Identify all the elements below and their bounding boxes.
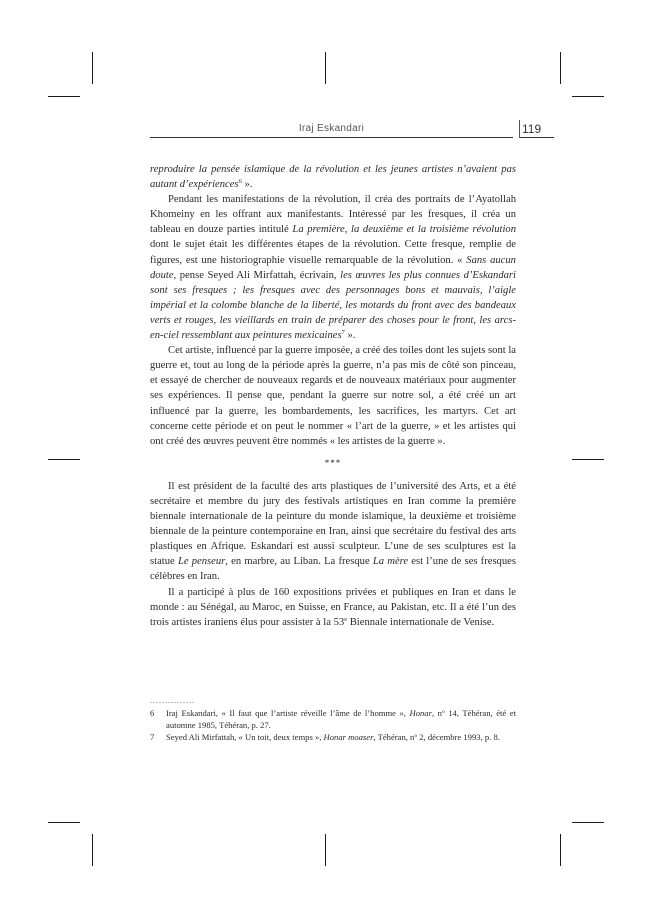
text-run: dont le sujet était les différentes étapes de la révolution. Cette fresque, remplie de figures, est une historiographie visuelle remarquable de la révolution. « bbox=[150, 239, 516, 266]
footnotes bbox=[150, 708, 516, 745]
crop-mark bbox=[325, 52, 326, 84]
crop-mark bbox=[560, 52, 561, 84]
text-run: , n bbox=[431, 708, 442, 718]
quote: Sans aucun doute bbox=[150, 254, 516, 281]
footnote-ref: 7 bbox=[341, 329, 345, 337]
text-run: , pense Seyed Ali Mirfattah, écrivain, bbox=[173, 269, 341, 281]
crop-mark bbox=[92, 52, 93, 84]
text-run: Biennale internationale de Venise. bbox=[347, 616, 495, 628]
page-number-rule bbox=[520, 137, 554, 138]
footnote-number: 7 bbox=[150, 732, 155, 743]
page-number-divider bbox=[519, 120, 520, 138]
header-rule bbox=[150, 137, 513, 138]
footnote-ref: 6 bbox=[238, 178, 242, 186]
artwork-title: La mère bbox=[372, 556, 409, 568]
crop-mark bbox=[560, 834, 561, 866]
journal-title: Honar bbox=[409, 708, 432, 718]
crop-mark bbox=[48, 822, 80, 823]
artwork-title: La première, la deuxième et la troisième révolution bbox=[292, 224, 517, 236]
quote: les œuvres les plus connues d’Eskandari sont ses fresques ; les fresques avec des personnages bons et mauvais, l’aigle impérial et la colombe blanche de la liberté, les motards du front avec des bandeaux verts et rouges, les vieillards en train de préparer des choses pour le front, les arcs-en-ciel ressemblant aux peintures mexicaines bbox=[150, 269, 516, 342]
text-run: est l’une de ses fresques célèbres en Iran. bbox=[150, 556, 516, 583]
text-run: Il a participé à plus de 160 expositions privées et publiques en Iran et dans le monde : au Sénégal, au Maroc, en Suisse, en France, au Pakistan, etc. Il a été l’un des trois artistes iraniens élus pour assister à la 53 bbox=[150, 586, 516, 628]
footnote-separator: ............... bbox=[150, 696, 195, 705]
running-head: Iraj Eskandari bbox=[298, 123, 365, 134]
crop-mark bbox=[92, 834, 93, 866]
crop-mark bbox=[325, 834, 326, 866]
crop-mark bbox=[48, 96, 80, 97]
ordinal-superscript: o bbox=[441, 709, 445, 715]
quote-continuation: reproduire la pensée islamique de la révolution et les jeunes artistes n’avaient pas autant d’expériences bbox=[150, 164, 516, 191]
ordinal-superscript: e bbox=[344, 615, 348, 623]
section-separator: *** bbox=[324, 457, 342, 468]
page-number: 119 bbox=[522, 122, 542, 136]
text-run: ». bbox=[344, 330, 356, 342]
crop-mark bbox=[48, 459, 80, 460]
paragraph: Cet artiste, influencé par la guerre imposée, a créé des toiles dont les sujets sont la guerre et, tout au long de la période après la guerre, n’a pas mis de côté son pinceau, et essayé de chercher de nouveaux regards et de nouveaux matériaux pour augmenter ses expériences. Il pense que, pendant la guerre sur notre sol, a été créé un art influencé par la guerre, les bombardements, les sacrifices, les martyrs. Cet art concerne cette période et on peut le nommer « l’art de la guerre, » et les artistes qui ont créé des œuvres peuvent être nommés « les artistes de la guerre ». bbox=[150, 345, 517, 447]
text-run: ». bbox=[241, 179, 253, 191]
paragraph bbox=[150, 162, 516, 192]
text-run: 14, Téhéran, été et automne 1985, Téhéran, p. 27. bbox=[166, 708, 516, 730]
text-run: 2, décembre 1993, p. 8. bbox=[417, 732, 500, 743]
text-run: , en marbre, au Liban. La fresque bbox=[225, 556, 373, 568]
text-run: Iraj Eskandari, « Il faut que l’artiste réveille l’âme de l’homme », bbox=[166, 708, 410, 718]
paragraph bbox=[150, 585, 516, 630]
text-run: Pendant les manifestations de la révolution, il créa des portraits de l’Ayatollah Khomeiny en les offrant aux manifestants. Intéressé par les fresques, il créa un tableau en douze parties intitulé bbox=[150, 194, 516, 236]
footnote-number: 6 bbox=[150, 708, 155, 718]
paragraph bbox=[150, 192, 516, 343]
footnote bbox=[150, 732, 516, 744]
body-text bbox=[150, 162, 516, 630]
paragraph bbox=[150, 479, 516, 585]
text-run: Seyed Ali Mirfattah, « Un toit, deux temps », bbox=[166, 732, 324, 743]
crop-mark bbox=[572, 96, 604, 97]
text-run: Il est président de la faculté des arts plastiques de l’université des Arts, et a été secrétaire et membre du jury des festivals artistiques en Iran comme la première biennale internationale de la peinture du monde islamique, la deuxième et troisième biennale de la peinture contemporaine en Iran, ainsi que secrétaire du festival des arts plastiques en Afrique. Eskandari est aussi sculpteur. L’une de ses sculptures est la statue bbox=[150, 480, 516, 568]
text-run: , Téhéran, n bbox=[373, 732, 415, 743]
footnote bbox=[150, 708, 516, 731]
crop-mark bbox=[572, 822, 604, 823]
journal-title: Honar moaser bbox=[323, 732, 374, 743]
ordinal-superscript: o bbox=[414, 733, 418, 740]
artwork-title: Le penseur bbox=[177, 556, 226, 568]
crop-mark bbox=[572, 459, 604, 460]
